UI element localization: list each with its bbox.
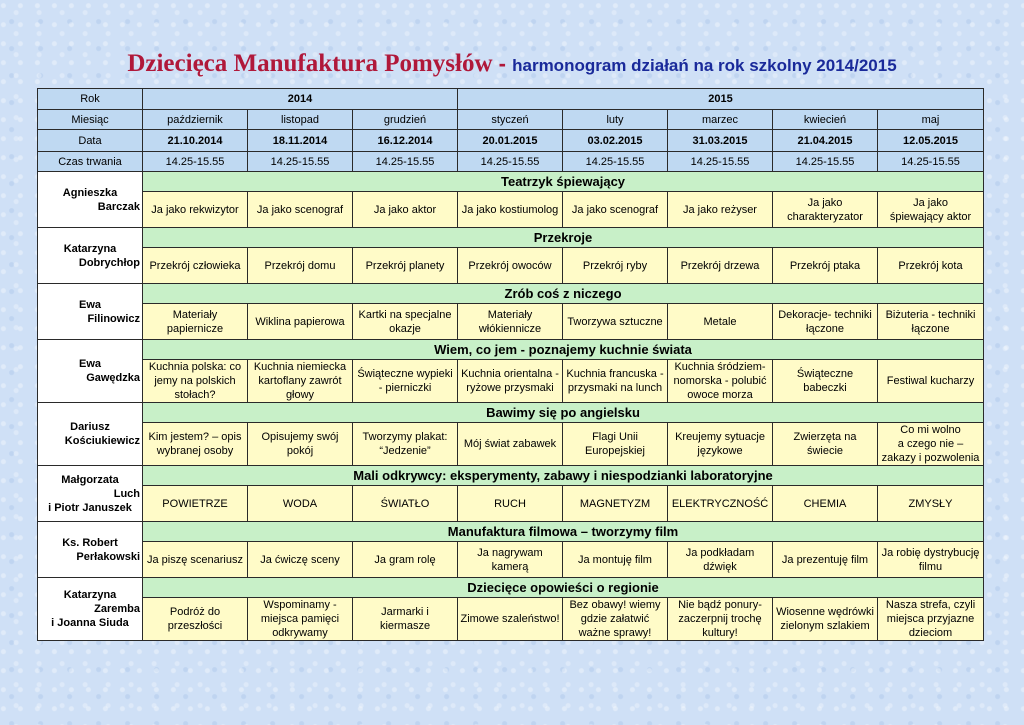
teacher-name: [38, 578, 143, 641]
times-4: 14.25-15.55: [563, 152, 668, 172]
teacher-name-line: Ewa: [78, 358, 101, 370]
month-label: Miesiąc: [38, 110, 143, 130]
activity-cell: Ja jako scenograf: [248, 192, 353, 228]
dates-3: 20.01.2015: [458, 130, 563, 152]
activity-row: [38, 486, 984, 522]
teacher-name-line: Barczak: [97, 200, 140, 213]
activity-cell: Ja robię dystrybucję filmu: [878, 542, 984, 578]
title-subtitle: harmonogram działań na rok szkolny 2014/2015: [512, 56, 897, 75]
activity-cell: Podróż do przeszłości: [143, 598, 248, 641]
topic-title: Manufaktura filmowa – tworzymy film: [143, 522, 984, 542]
teacher-name: [38, 340, 143, 403]
times-6: 14.25-15.55: [773, 152, 878, 172]
document-title: [0, 50, 1024, 78]
activity-cell: Przekrój kota: [878, 248, 984, 284]
year-2014: 2014: [143, 89, 458, 110]
activity-cell: Zwierzęta na świecie: [773, 423, 878, 466]
activity-cell: Biżuteria - techniki łączone: [878, 304, 984, 340]
activity-cell: Co mi wolno a czego nie – zakazy i pozwolenia: [878, 423, 984, 466]
activity-cell: Przekrój drzewa: [668, 248, 773, 284]
activity-cell: CHEMIA: [773, 486, 878, 522]
dates-7: 12.05.2015: [878, 130, 984, 152]
schedule-table: [37, 88, 984, 641]
teacher-name-line: Dobrychłop: [78, 256, 140, 269]
dates-5: 31.03.2015: [668, 130, 773, 152]
times-2: 14.25-15.55: [353, 152, 458, 172]
activity-cell: Nie bądź ponury- zaczerpnij trochę kultury!: [668, 598, 773, 641]
activity-cell: Ja montuję film: [563, 542, 668, 578]
activity-cell: Mój świat zabawek: [458, 423, 563, 466]
times-5: 14.25-15.55: [668, 152, 773, 172]
months-4: luty: [563, 110, 668, 130]
activity-cell: Ja ćwiczę sceny: [248, 542, 353, 578]
activity-cell: Ja nagrywam kamerą: [458, 542, 563, 578]
activity-cell: Wiosenne wędrówki zielonym szlakiem: [773, 598, 878, 641]
months-3: styczeń: [458, 110, 563, 130]
months-0: październik: [143, 110, 248, 130]
topic-row: [38, 522, 984, 542]
dates-2: 16.12.2014: [353, 130, 458, 152]
activity-cell: Ja jako scenograf: [563, 192, 668, 228]
topic-title: Wiem, co jem - poznajemy kuchnie świata: [143, 340, 984, 360]
teacher-name-line: Agnieszka: [62, 186, 118, 199]
activity-row: [38, 598, 984, 641]
activity-cell: Materiały włókiennicze: [458, 304, 563, 340]
activity-cell: Zimowe szaleństwo!: [458, 598, 563, 641]
activity-cell: Tworzymy plakat: “Jedzenie”: [353, 423, 458, 466]
activity-row: [38, 304, 984, 340]
title-dash: -: [492, 51, 513, 76]
times-1: 14.25-15.55: [248, 152, 353, 172]
teacher-name-line: Luch: [113, 487, 140, 500]
activity-cell: Przekrój ptaka: [773, 248, 878, 284]
months-2: grudzień: [353, 110, 458, 130]
topic-row: [38, 172, 984, 192]
dates-4: 03.02.2015: [563, 130, 668, 152]
activity-cell: Przekrój człowieka: [143, 248, 248, 284]
year-row: [38, 89, 984, 110]
topic-row: [38, 284, 984, 304]
activity-cell: Przekrój domu: [248, 248, 353, 284]
activity-cell: Tworzywa sztuczne: [563, 304, 668, 340]
activity-cell: Świąteczne babeczki: [773, 360, 878, 403]
topic-title: Teatrzyk śpiewający: [143, 172, 984, 192]
teacher-name: [38, 403, 143, 466]
teacher-name-line: Ewa: [78, 298, 101, 311]
activity-cell: Ja jako kostiumolog: [458, 192, 563, 228]
activity-cell: Kim jestem? – opis wybranej osoby: [143, 423, 248, 466]
teacher-name-line: Katarzyna: [63, 242, 117, 255]
dates-6: 21.04.2015: [773, 130, 878, 152]
times-3: 14.25-15.55: [458, 152, 563, 172]
activity-cell: ELEKTRYCZNOŚĆ: [668, 486, 773, 522]
dates-1: 18.11.2014: [248, 130, 353, 152]
activity-cell: MAGNETYZM: [563, 486, 668, 522]
activity-cell: Wspominamy - miejsca pamięci odkrywamy: [248, 598, 353, 641]
teacher-name-line: Dariusz: [70, 421, 110, 433]
activity-cell: Przekrój ryby: [563, 248, 668, 284]
teacher-name-line: Perłakowski: [76, 550, 140, 563]
teacher-name: [38, 284, 143, 340]
months-7: maj: [878, 110, 984, 130]
duration-label: Czas trwania: [38, 152, 143, 172]
topic-title: Bawimy się po angielsku: [143, 403, 984, 423]
activity-cell: Ja prezentuję film: [773, 542, 878, 578]
activity-cell: Ja jako reżyser: [668, 192, 773, 228]
topic-row: [38, 340, 984, 360]
activity-cell: Festiwal kucharzy: [878, 360, 984, 403]
activity-row: [38, 360, 984, 403]
activity-cell: ZMYSŁY: [878, 486, 984, 522]
activity-row: [38, 248, 984, 284]
activity-cell: Ja jako rekwizytor: [143, 192, 248, 228]
teacher-name: [38, 228, 143, 284]
activity-cell: Bez obawy! wiemy gdzie załatwić ważne sprawy!: [563, 598, 668, 641]
activity-cell: Wiklina papierowa: [248, 304, 353, 340]
activity-cell: RUCH: [458, 486, 563, 522]
activity-cell: ŚWIATŁO: [353, 486, 458, 522]
topic-title: Przekroje: [143, 228, 984, 248]
activity-cell: Kuchnia polska: co jemy na polskich stołach?: [143, 360, 248, 403]
months-1: listopad: [248, 110, 353, 130]
topic-row: [38, 466, 984, 486]
activity-cell: WODA: [248, 486, 353, 522]
teacher-name-line: Katarzyna: [63, 589, 117, 601]
title-main: Dziecięca Manufaktura Pomysłów: [127, 50, 493, 77]
teacher-name-line: Ks. Robert: [62, 536, 118, 549]
topic-row: [38, 403, 984, 423]
months-6: kwiecień: [773, 110, 878, 130]
times-0: 14.25-15.55: [143, 152, 248, 172]
topic-title: Mali odkrywcy: eksperymenty, zabawy i niespodzianki laboratoryjne: [143, 466, 984, 486]
activity-cell: Przekrój owoców: [458, 248, 563, 284]
teacher-name: [38, 466, 143, 522]
activity-cell: Kartki na specjalne okazje: [353, 304, 458, 340]
year-2015: 2015: [458, 89, 984, 110]
teacher-name-line: Zaremba: [94, 603, 140, 615]
activity-cell: Ja piszę scenariusz: [143, 542, 248, 578]
dates-0: 21.10.2014: [143, 130, 248, 152]
activity-cell: Kuchnia orientalna - ryżowe przysmaki: [458, 360, 563, 403]
duration-row: [38, 152, 984, 172]
times-7: 14.25-15.55: [878, 152, 984, 172]
months-5: marzec: [668, 110, 773, 130]
teacher-name-line: Kościukiewicz: [64, 435, 140, 447]
activity-cell: Materiały papiernicze: [143, 304, 248, 340]
teacher-name-line: Gawędzka: [86, 372, 140, 384]
activity-cell: Kuchnia francuska - przysmaki na lunch: [563, 360, 668, 403]
activity-cell: Przekrój planety: [353, 248, 458, 284]
teacher-name-line: Filinowicz: [87, 312, 140, 325]
teacher-name-line: i Piotr Januszek: [48, 501, 132, 514]
topic-title: Zrób coś z niczego: [143, 284, 984, 304]
activity-cell: Kuchnia śródziem- nomorska - polubić owoce morza: [668, 360, 773, 403]
topic-row: [38, 578, 984, 598]
year-label: Rok: [38, 89, 143, 110]
teacher-name: [38, 522, 143, 578]
activity-cell: Ja jako aktor: [353, 192, 458, 228]
activity-row: [38, 192, 984, 228]
activity-cell: POWIETRZE: [143, 486, 248, 522]
teacher-name-line: i Joanna Siuda: [51, 617, 129, 629]
activity-cell: Świąteczne wypieki - pierniczki: [353, 360, 458, 403]
activity-cell: Dekoracje- techniki łączone: [773, 304, 878, 340]
activity-cell: Metale: [668, 304, 773, 340]
activity-row: [38, 542, 984, 578]
teacher-name-line: Małgorzata: [61, 473, 119, 486]
activity-cell: Ja jako charakteryzator: [773, 192, 878, 228]
activity-cell: Ja jako śpiewający aktor: [878, 192, 984, 228]
activity-cell: Kreujemy sytuacje językowe: [668, 423, 773, 466]
activity-cell: Kuchnia niemiecka kartoflany zawrót głowy: [248, 360, 353, 403]
topic-title: Dziecięce opowieści o regionie: [143, 578, 984, 598]
topic-row: [38, 228, 984, 248]
date-row: [38, 130, 984, 152]
activity-cell: Jarmarki i kiermasze: [353, 598, 458, 641]
activity-cell: Nasza strefa, czyli miejsca przyjazne dzieciom: [878, 598, 984, 641]
date-label: Data: [38, 130, 143, 152]
activity-cell: Ja gram rolę: [353, 542, 458, 578]
month-row: [38, 110, 984, 130]
activity-cell: Ja podkładam dźwięk: [668, 542, 773, 578]
activity-cell: Flagi Unii Europejskiej: [563, 423, 668, 466]
teacher-name: [38, 172, 143, 228]
activity-row: [38, 423, 984, 466]
activity-cell: Opisujemy swój pokój: [248, 423, 353, 466]
